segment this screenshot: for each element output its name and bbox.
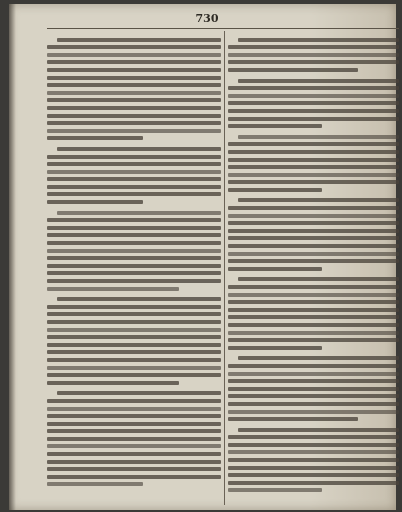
text-line — [47, 162, 221, 166]
text-line — [228, 346, 322, 350]
text-line — [238, 79, 399, 83]
text-line — [47, 185, 221, 189]
text-line — [47, 305, 221, 309]
text-line — [228, 165, 399, 169]
text-line — [228, 364, 399, 368]
text-line — [228, 466, 399, 470]
text-line — [228, 117, 399, 121]
text-line — [238, 277, 399, 281]
text-line — [57, 147, 221, 151]
text-line — [47, 170, 221, 174]
text-line — [228, 387, 399, 391]
text-line — [228, 236, 399, 240]
text-line — [228, 244, 399, 248]
text-line — [47, 249, 221, 253]
text-line — [47, 233, 221, 237]
text-line — [47, 475, 221, 479]
text-line — [228, 323, 399, 327]
text-line — [228, 259, 399, 263]
text-line — [47, 399, 221, 403]
text-line — [228, 124, 322, 128]
text-line — [228, 450, 399, 454]
text-line — [47, 177, 221, 181]
text-line — [47, 256, 221, 260]
text-line — [47, 328, 221, 332]
text-line — [228, 417, 358, 421]
text-line — [228, 45, 399, 49]
text-line — [47, 114, 221, 118]
paragraph-gap — [228, 192, 399, 195]
text-line — [238, 428, 399, 432]
text-line — [228, 331, 399, 335]
text-line — [47, 287, 179, 291]
text-line — [228, 173, 399, 177]
text-line — [228, 488, 322, 492]
text-line — [228, 109, 399, 113]
text-line — [47, 366, 221, 370]
text-line — [47, 373, 221, 377]
text-line — [228, 229, 399, 233]
paragraph-gap — [228, 128, 399, 131]
text-line — [47, 343, 221, 347]
text-line — [47, 53, 221, 57]
text-line — [47, 444, 221, 448]
text-line — [228, 101, 399, 105]
text-line — [57, 211, 221, 215]
text-line — [47, 241, 221, 245]
text-line — [47, 460, 221, 464]
paragraph-gap — [228, 350, 399, 353]
text-line — [228, 410, 399, 414]
text-line — [47, 335, 221, 339]
column-divider — [224, 31, 225, 505]
text-line — [47, 98, 221, 102]
paragraph-gap — [228, 72, 399, 75]
paragraph-gap — [47, 385, 221, 388]
header-rule — [47, 28, 399, 29]
right-text-column — [228, 31, 399, 505]
text-line — [228, 267, 322, 271]
text-line — [228, 252, 399, 256]
page-number: 730 — [195, 12, 219, 25]
text-line — [228, 285, 399, 289]
paragraph-gap — [47, 31, 221, 34]
text-line — [57, 38, 221, 42]
text-line — [228, 379, 399, 383]
text-line — [47, 350, 221, 354]
text-line — [47, 264, 221, 268]
text-line — [228, 53, 399, 57]
text-line — [228, 206, 399, 210]
text-line — [228, 443, 399, 447]
text-line — [228, 68, 358, 72]
text-line — [47, 200, 143, 204]
text-line — [238, 38, 399, 42]
text-line — [228, 150, 399, 154]
text-line — [47, 482, 143, 486]
text-line — [47, 192, 221, 196]
text-line — [228, 180, 399, 184]
paragraph-gap — [47, 291, 221, 294]
newspaper-page — [9, 4, 396, 510]
text-line — [47, 121, 221, 125]
left-text-column — [47, 31, 221, 505]
text-line — [228, 60, 399, 64]
text-line — [228, 293, 399, 297]
text-line — [47, 422, 221, 426]
text-line — [228, 338, 399, 342]
text-line — [47, 452, 221, 456]
text-line — [228, 372, 399, 376]
text-line — [47, 320, 221, 324]
paragraph-gap — [228, 31, 399, 34]
paragraph-gap — [228, 421, 399, 424]
text-line — [228, 221, 399, 225]
text-line — [47, 155, 221, 159]
text-line — [57, 391, 221, 395]
text-line — [228, 142, 399, 146]
text-line — [47, 414, 221, 418]
text-line — [47, 358, 221, 362]
text-line — [47, 60, 221, 64]
text-line — [47, 429, 221, 433]
text-line — [238, 135, 399, 139]
text-line — [228, 300, 399, 304]
text-line — [228, 315, 399, 319]
text-line — [47, 226, 221, 230]
paragraph-gap — [228, 271, 399, 274]
paragraph-gap — [47, 140, 221, 143]
text-line — [47, 106, 221, 110]
text-line — [228, 473, 399, 477]
text-line — [47, 83, 221, 87]
text-line — [47, 312, 221, 316]
text-line — [228, 94, 399, 98]
text-line — [47, 218, 221, 222]
text-line — [228, 86, 399, 90]
text-line — [228, 481, 399, 485]
text-line — [228, 158, 399, 162]
text-line — [47, 279, 221, 283]
text-line — [47, 381, 179, 385]
text-line — [238, 356, 399, 360]
text-line — [228, 394, 399, 398]
binding-shadow — [9, 4, 16, 510]
text-line — [47, 129, 221, 133]
text-line — [57, 297, 221, 301]
text-line — [47, 45, 221, 49]
text-line — [47, 467, 221, 471]
text-line — [228, 308, 399, 312]
text-line — [47, 76, 221, 80]
text-line — [47, 136, 143, 140]
text-line — [47, 437, 221, 441]
text-line — [238, 198, 399, 202]
text-line — [228, 188, 322, 192]
text-line — [47, 407, 221, 411]
text-line — [228, 214, 399, 218]
text-line — [228, 458, 399, 462]
text-line — [228, 402, 399, 406]
text-line — [47, 68, 221, 72]
paragraph-gap — [47, 204, 221, 207]
text-line — [47, 91, 221, 95]
text-line — [47, 271, 221, 275]
text-line — [228, 435, 399, 439]
